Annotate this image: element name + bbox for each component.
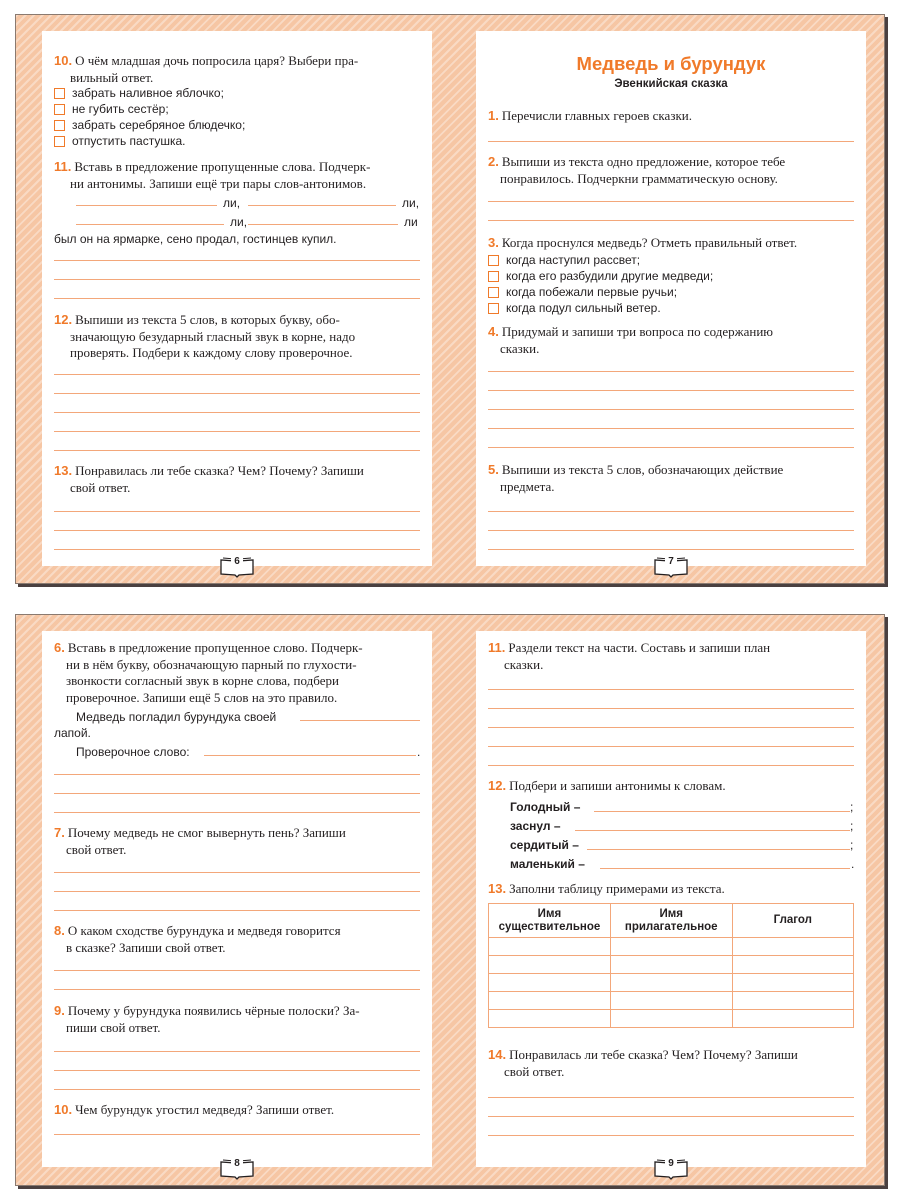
- page-8: 6. Вставь в предложение пропущенное слово. Подчерк- ни в нём букву, обозначающую парный по глухости- звонкости согласный звук в корне слова, подбери проверочное. Запиши ещё 5 слов на это правило. Медведь погладил бурундука своей лапой. Проверочное слово: . 7. Почему медведь не смог вывернуть пень? Запиши свой ответ. 8. О каком сходстве бурундука и медведя говорится в сказке? Запиши свой ответ. 9. Почему у бурундука появились чёрные полоски? За- пиши свой ответ. 10. Чем бурундук угостил медведя? Запиши ответ. 8: [42, 631, 432, 1167]
- checkbox-option-3[interactable]: [54, 120, 65, 131]
- answer-line[interactable]: [54, 549, 420, 550]
- question-6: 6. Вставь в предложение пропущенное слово. Подчерк- ни в нём букву, обозначающую парный по глухости- звонкости согласный звук в корне слова, подбери проверочное. Запиши ещё 5 слов на это правило.: [54, 640, 363, 705]
- answer-line[interactable]: [248, 224, 398, 225]
- question-12: 12. Выпиши из текста 5 слов, в которых букву, обо- значающую безударный гласный звук в корне, надо проверять. Подбери к каждому слову проверочное.: [54, 312, 356, 360]
- antonym-word: маленький –: [510, 857, 585, 871]
- answer-line[interactable]: [488, 765, 854, 766]
- page-6: 10. О чём младшая дочь попросила царя? Выбери пра- вильный ответ. забрать наливное яблочко; не губить сестёр; забрать серебряное блюдечко; отпустить пастушка. 11. Вставь в предложение пропущенные слова. Подчерк- ни антонимы. Запиши ещё три пары слов-антонимов. ли, ли, ли, ли был он на ярмарке, сено продал, гостинцев купил. 12. Выпиши из текста 5 слов, в которых букву, обо- значающую безударный гласный звук в корне, надо проверять. Подбери к каждому слову проверочное. 13. Понравилась ли тебе сказка? Чем? Почему? Запиши свой ответ. 6: [42, 31, 432, 566]
- answer-line[interactable]: [76, 205, 217, 206]
- answer-line[interactable]: [54, 530, 420, 531]
- table-row: [489, 938, 854, 956]
- option-label: отпустить пастушка.: [72, 134, 186, 148]
- answer-line[interactable]: [488, 220, 854, 221]
- answer-line[interactable]: [54, 374, 420, 375]
- page-7: [476, 31, 866, 566]
- answer-line[interactable]: [488, 141, 854, 142]
- question-4: 4. Придумай и запиши три вопроса по содержанию сказки.: [488, 324, 774, 356]
- answer-line[interactable]: [54, 279, 420, 280]
- page-9: 11. Раздели текст на части. Составь и запиши план сказки. 12. Подбери и запиши антонимы к словам. Голодный – ; заснул – ; сердитый – ; маленький – . 13. Заполни таблицу примерами из текста. Имя существительное Имя прилагательное Глагол 14. Понравилась ли тебе сказка? Чем? Почему? Запиши свой ответ. 9: [476, 631, 866, 1167]
- answer-line[interactable]: [488, 549, 854, 550]
- answer-line[interactable]: [488, 530, 854, 531]
- table-header-noun: Имя существительное: [489, 904, 611, 938]
- answer-line[interactable]: [488, 746, 854, 747]
- answer-line[interactable]: [54, 450, 420, 451]
- story-subtitle: Эвенкийская сказка: [614, 78, 728, 90]
- table-row: [489, 992, 854, 1010]
- checkbox-option-2[interactable]: [488, 271, 499, 282]
- answer-line[interactable]: [54, 1051, 420, 1052]
- answer-line[interactable]: [488, 447, 854, 448]
- answer-line[interactable]: [300, 720, 420, 721]
- answer-line[interactable]: [248, 205, 396, 206]
- answer-line[interactable]: [54, 1089, 420, 1090]
- answer-line[interactable]: [54, 812, 420, 813]
- answer-line[interactable]: [587, 849, 850, 850]
- answer-line[interactable]: [54, 298, 420, 299]
- answer-line[interactable]: [204, 755, 416, 756]
- answer-line[interactable]: [488, 371, 854, 372]
- question-1: 1. Перечисли главных героев сказки.: [488, 108, 692, 123]
- page-number-badge: 7: [653, 554, 689, 578]
- answer-line[interactable]: [488, 1097, 854, 1098]
- question-3: 3. Когда проснулся медведь? Отметь правильный ответ.: [488, 235, 798, 250]
- bottom-spread: [15, 614, 885, 1186]
- checkbox-option-4[interactable]: [54, 136, 65, 147]
- answer-line[interactable]: [575, 830, 850, 831]
- answer-line[interactable]: [54, 1070, 420, 1071]
- answer-line[interactable]: [54, 412, 420, 413]
- answer-line[interactable]: [488, 201, 854, 202]
- examples-table: [488, 903, 854, 1028]
- answer-line[interactable]: [488, 708, 854, 709]
- answer-line[interactable]: [488, 1116, 854, 1117]
- question-2: 2. Выпиши из текста одно предложение, которое тебе понравилось. Подчеркни грамматическую основу.: [488, 154, 786, 186]
- antonym-word: заснул –: [510, 819, 561, 833]
- answer-line[interactable]: [54, 891, 420, 892]
- answer-line[interactable]: [54, 393, 420, 394]
- page-number-badge: 9: [653, 1156, 689, 1180]
- checkbox-option-4[interactable]: [488, 303, 499, 314]
- question-11: 11. Вставь в предложение пропущенные слова. Подчерк- ни антонимы. Запиши ещё три пары слов-антонимов.: [54, 159, 371, 191]
- story-title: Медведь и бурундук: [576, 53, 766, 74]
- check-word-label: Проверочное слово:: [76, 745, 190, 759]
- answer-line[interactable]: [54, 793, 420, 794]
- page-number-badge: 6: [219, 554, 255, 578]
- checkbox-option-1[interactable]: [54, 88, 65, 99]
- answer-line[interactable]: [54, 511, 420, 512]
- question-13: 13. Заполни таблицу примерами из текста.: [488, 881, 725, 896]
- question-5: 5. Выпиши из текста 5 слов, обозначающих действие предмета.: [488, 462, 784, 494]
- answer-line[interactable]: [488, 511, 854, 512]
- answer-line[interactable]: [488, 1135, 854, 1136]
- table-row: [489, 974, 854, 992]
- question-8: 8. О каком сходстве бурундука и медведя говорится в сказке? Запиши свой ответ.: [54, 923, 341, 955]
- sentence-text: был он на ярмарке, сено продал, гостинцев купил.: [54, 232, 337, 246]
- answer-line[interactable]: [488, 390, 854, 391]
- page-number-badge: 8: [219, 1156, 255, 1180]
- answer-line[interactable]: [488, 727, 854, 728]
- question-11: 11. Раздели текст на части. Составь и запиши план сказки.: [488, 640, 771, 672]
- question-13: 13. Понравилась ли тебе сказка? Чем? Почему? Запиши свой ответ.: [54, 463, 364, 495]
- antonym-word: Голодный –: [510, 800, 581, 814]
- checkbox-option-2[interactable]: [54, 104, 65, 115]
- answer-line[interactable]: [600, 868, 850, 869]
- answer-line[interactable]: [54, 431, 420, 432]
- question-9: 9. Почему у бурундука появились чёрные полоски? За- пиши свой ответ.: [54, 1003, 360, 1035]
- top-spread: [15, 14, 885, 584]
- answer-line[interactable]: [76, 224, 224, 225]
- option-label: когда наступил рассвет;: [506, 253, 641, 267]
- table-row: [489, 1010, 854, 1028]
- answer-line[interactable]: [54, 1134, 420, 1135]
- answer-line[interactable]: [54, 989, 420, 990]
- question-10: 10. Чем бурундук угостил медведя? Запиши ответ.: [54, 1102, 335, 1117]
- sentence-text: Медведь погладил бурундука своей: [76, 710, 277, 724]
- option-label: когда подул сильный ветер.: [506, 301, 661, 315]
- option-label: забрать наливное яблочко;: [72, 86, 224, 100]
- option-label: не губить сестёр;: [72, 102, 169, 116]
- answer-line[interactable]: [594, 811, 850, 812]
- checkbox-option-3[interactable]: [488, 287, 499, 298]
- answer-line[interactable]: [54, 774, 420, 775]
- table-row: [489, 956, 854, 974]
- answer-line[interactable]: [54, 970, 420, 971]
- table-header-verb: Глагол: [732, 904, 853, 938]
- checkbox-option-1[interactable]: [488, 255, 499, 266]
- question-14: 14. Понравилась ли тебе сказка? Чем? Почему? Запиши свой ответ.: [488, 1047, 798, 1079]
- answer-line[interactable]: [54, 260, 420, 261]
- question-12: 12. Подбери и запиши антонимы к словам.: [488, 778, 726, 793]
- table-header-adjective: Имя прилагательное: [610, 904, 732, 938]
- option-label: когда побежали первые ручьи;: [506, 285, 678, 299]
- answer-line[interactable]: [54, 872, 420, 873]
- antonym-word: сердитый –: [510, 838, 579, 852]
- question-7: 7. Почему медведь не смог вывернуть пень? Запиши свой ответ.: [54, 825, 346, 857]
- answer-line[interactable]: [488, 409, 854, 410]
- answer-line[interactable]: [488, 428, 854, 429]
- option-label: забрать серебряное блюдечко;: [72, 118, 246, 132]
- answer-line[interactable]: [488, 689, 854, 690]
- answer-line[interactable]: [54, 910, 420, 911]
- option-label: когда его разбудили другие медведи;: [506, 269, 714, 283]
- question-10: 10. О чём младшая дочь попросила царя? Выбери пра- вильный ответ.: [54, 53, 359, 85]
